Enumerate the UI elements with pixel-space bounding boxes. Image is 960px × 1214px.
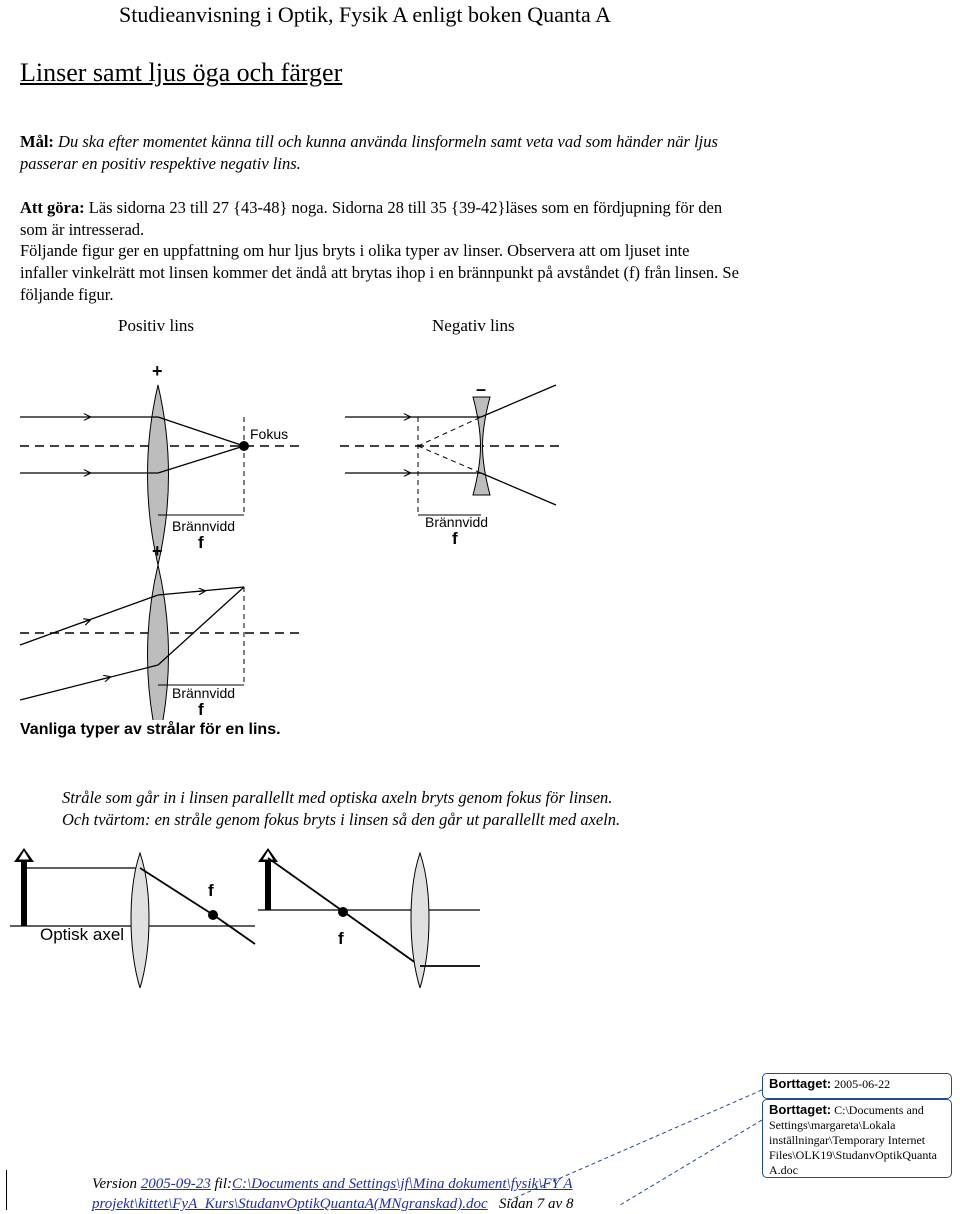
f-label-left: f [208,881,214,900]
change-bar [6,1170,7,1210]
minus-sign: – [476,379,487,399]
f-label-neg: f [452,529,458,548]
footer-line2 [92,1194,632,1214]
deleted-comment-2[interactable] [762,1099,952,1178]
todo-label: Att göra: [20,198,85,217]
comment-1-label: Borttaget: [769,1076,832,1091]
page-title: Linser samt ljus öga och färger [20,58,343,87]
deleted-comment-1[interactable] [762,1073,952,1099]
document-header: Studieanvisning i Optik, Fysik A enligt boken Quanta A [119,2,611,27]
todo-text: Läs sidorna 23 till 27 {43-48} noga. Sidorna 28 till 35 {39-42}läses som en fördjupning för den som är intresserad. [20,198,723,239]
footer-path1: C:\Documents and Settings\jf\Mina dokument\fysik\FY A [232,1176,573,1192]
f-label: f [198,533,204,552]
goal-label: Mål: [20,132,54,151]
page-footer [92,1174,632,1214]
optical-axis-label: Optisk axel [40,925,125,944]
lens-figure [0,355,560,720]
goal-paragraph [20,131,740,175]
focal-length-label: Brännvidd [172,518,236,534]
positive-lens-bottom [20,541,300,720]
ray-diagram-right [258,848,480,988]
negative-lens-label: Negativ lins [432,316,515,335]
plus-sign-2: + [152,541,163,561]
todo-paragraph [20,197,740,241]
positive-lens-label: Positiv lins [118,316,195,335]
positive-lens-top [20,361,300,565]
plus-sign: + [152,361,163,381]
figure-caption: Vanliga typer av strålar för en lins. [20,721,281,738]
f-label-right: f [338,929,344,948]
footer-date: 2005-09-23 [140,1176,211,1192]
ray-rule-line2: Och tvärtom: en stråle genom fokus bryts i linsen så den går ut parallellt med axeln. [62,810,621,829]
comment-1-text: 2005-06-22 [831,1077,891,1091]
focal-length-label-2: Brännvidd [172,685,236,701]
negative-lens [340,379,560,548]
focus-dot-left [208,910,218,920]
ray-diagram-left [10,848,255,988]
focus-label: Fokus [250,426,289,442]
goal-text: Du ska efter momentet känna till och kunna använda linsformeln samt veta vad som händer när ljus passerar en positiv respektive negativ lins. [20,132,718,173]
focal-length-label-neg: Brännvidd [425,514,489,530]
footer-page: Sidan 7 av 8 [498,1196,574,1212]
comment-2-text: C:\Documents and Settings\margareta\Lokala inställningar\Temporary Internet Files\OLK19\StudanvOptikQuanta A.doc [769,1103,937,1177]
ray-rule-line1: Stråle som går in i linsen parallellt med optiska axeln bryts genom fokus för linsen. [62,788,613,807]
focus-dot-right [338,907,348,917]
figure-intro: Följande figur ger en uppfattning om hur ljus bryts i olika typer av linser. Observera att om ljuset inte infaller vinkelrätt mot linsen kommer det ändå att brytas ihop i en brännpunkt på avståndet (f) från linsen. Se följande figur. [20,241,739,304]
footer-line1: Version 2005-09-23 fil:C:\Documents and Settings\jf\Mina dokument\fysik\FY A [92,1176,573,1192]
ray-diagram [10,848,480,988]
comment-2-label: Borttaget: [769,1102,832,1117]
f-label-2: f [198,700,204,719]
footer-path2: projekt\kittet\FyA_Kurs\StudanvOptikQuantaA(MNgranskad).doc [92,1196,488,1212]
